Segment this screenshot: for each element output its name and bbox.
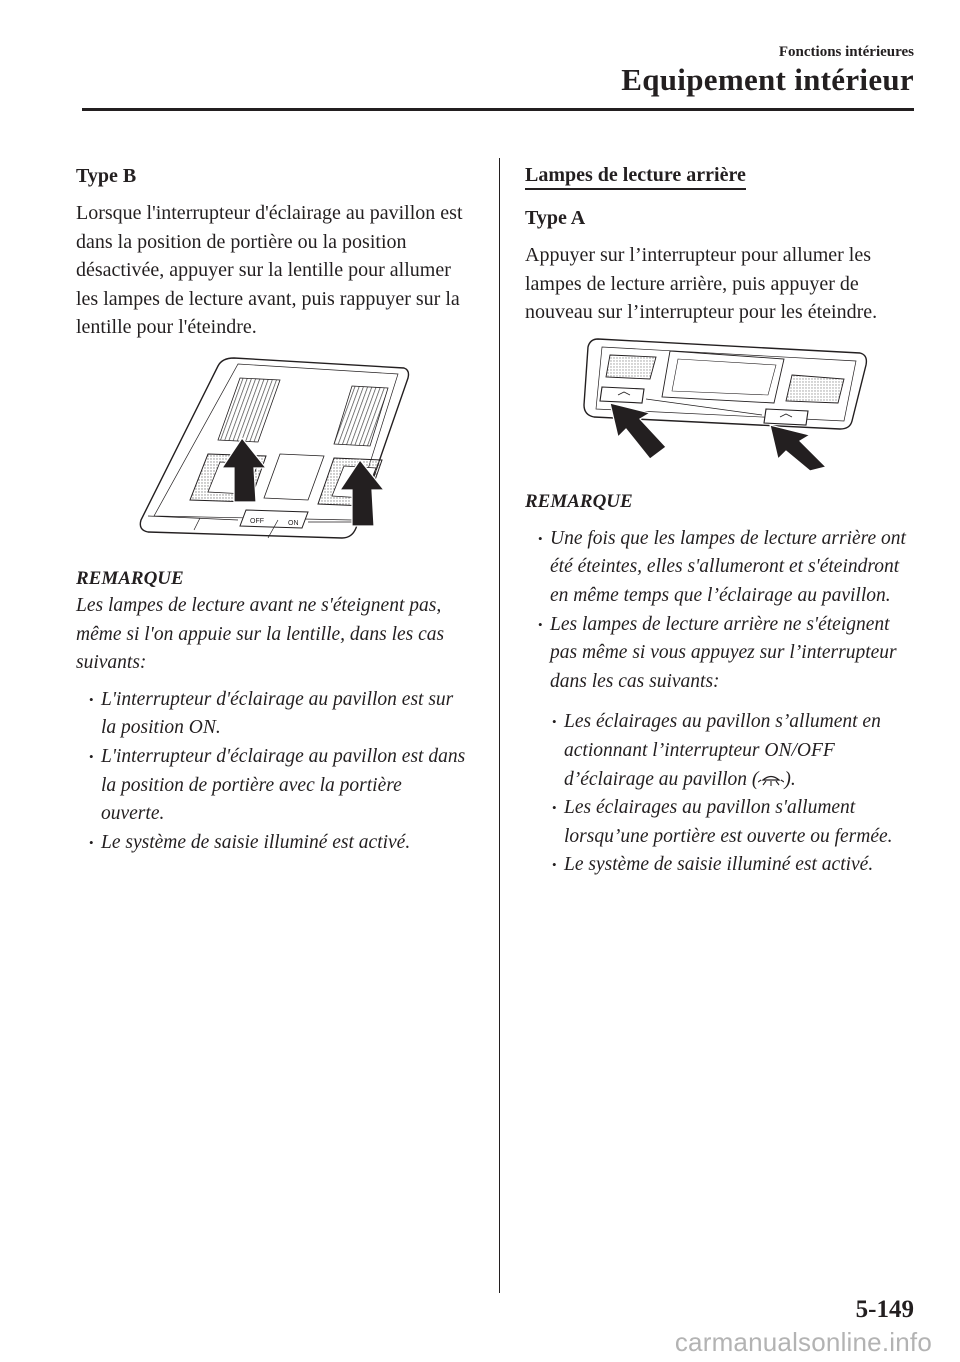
right-column bbox=[525, 162, 915, 880]
column-divider bbox=[499, 158, 500, 1293]
list-item: • Les éclairages au pavillon s'allument lorsqu’une portière est ouverte ou fermée. bbox=[552, 794, 915, 851]
list-item: • Le système de saisie illuminé est activé. bbox=[89, 829, 466, 858]
press-arrow-icon bbox=[770, 425, 826, 471]
list-item: • Le système de saisie illuminé est activé. bbox=[552, 851, 915, 880]
header-section-label: Fonctions intérieures bbox=[778, 44, 914, 60]
note-bullet-list bbox=[89, 686, 466, 858]
note-heading: REMARQUE bbox=[76, 567, 184, 589]
list-item: • Les lampes de lecture arrière ne s'éteignent pas même si vous appuyez sur l’interrupteur dans les cas suivants: bbox=[538, 611, 915, 697]
page-title: Equipement intérieur bbox=[621, 62, 914, 97]
type-a-heading: Type A bbox=[525, 207, 586, 229]
sub-bullet-text: Les éclairages au pavillon s’allument en actionnant l’interrupteur ON/OFF d’éclairage au pavillon ( bbox=[564, 711, 881, 790]
off-label: OFF bbox=[250, 517, 264, 525]
note-sub-bullet-list bbox=[552, 708, 915, 880]
rear-reading-lamp-illustration bbox=[580, 333, 870, 471]
dome-light-icon bbox=[758, 770, 784, 788]
header-divider bbox=[82, 108, 914, 111]
list-item bbox=[552, 708, 915, 794]
note-bullet-list bbox=[538, 525, 915, 697]
page-number: 5-149 bbox=[855, 1296, 914, 1323]
watermark: carmanualsonline.info bbox=[674, 1327, 932, 1357]
list-item: • Une fois que les lampes de lecture arrière ont été éteintes, elles s'allumeront et s'éteindront en même temps que l’éclairage au pavillon. bbox=[538, 525, 915, 611]
list-item: • L'interrupteur d'éclairage au pavillon est sur la position ON. bbox=[89, 686, 466, 743]
left-column bbox=[76, 162, 466, 857]
type-b-heading: Type B bbox=[76, 165, 137, 187]
note-heading: REMARQUE bbox=[525, 490, 633, 512]
front-reading-lamp-illustration bbox=[138, 350, 418, 550]
sub-bullet-text: ). bbox=[784, 768, 796, 790]
rear-lamps-heading: Lampes de lecture arrière bbox=[525, 162, 746, 190]
note-text: Les lampes de lecture avant ne s'éteignent pas, même si l'on appuie sur la lentille, dans les cas suivants: bbox=[76, 594, 445, 674]
list-item: • L'interrupteur d'éclairage au pavillon est dans la position de portière avec la portière ouverte. bbox=[89, 743, 466, 829]
type-a-paragraph: Appuyer sur l’interrupteur pour allumer les lampes de lecture arrière, puis appuyer de nouveau sur l’interrupteur pour les éteindre. bbox=[525, 244, 878, 324]
on-label: ON bbox=[288, 519, 299, 527]
type-b-paragraph: Lorsque l'interrupteur d'éclairage au pavillon est dans la position de portière ou la position désactivée, appuyer sur la lentille pour allumer les lampes de lecture avant, puis rappuyer sur la lentille pour l'éteindre. bbox=[76, 202, 463, 339]
